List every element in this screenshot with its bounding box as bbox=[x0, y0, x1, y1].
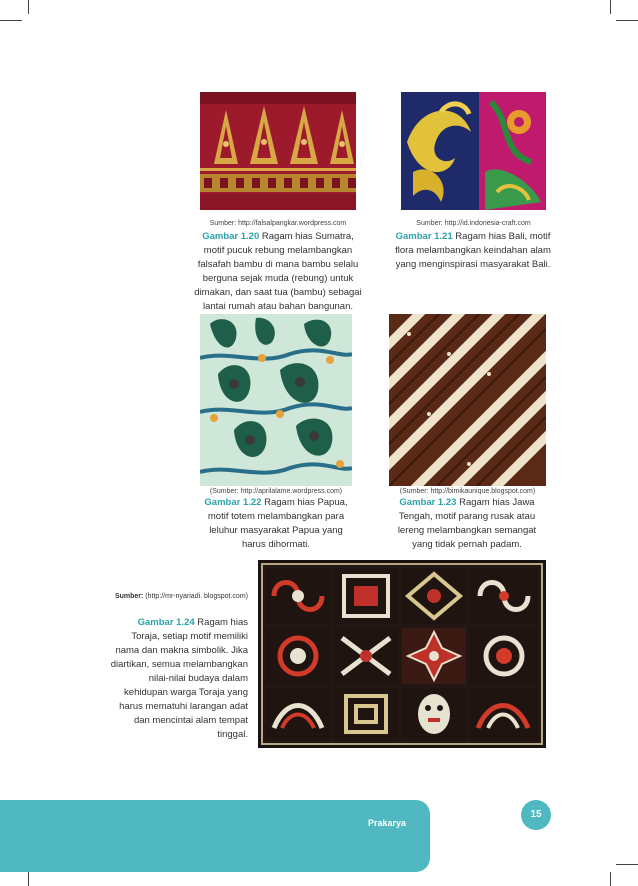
footer-bar bbox=[0, 800, 430, 872]
papua-totem-image bbox=[200, 314, 352, 486]
figure-20-source: Sumber: http://falsalpangkar.wordpress.com bbox=[209, 220, 347, 227]
parang-batik-pattern bbox=[389, 314, 546, 486]
figure-24-source-label: Sumber: bbox=[114, 593, 144, 600]
bali-flora-image bbox=[401, 92, 546, 210]
crop-mark-br-h bbox=[616, 864, 638, 865]
figure-22-source: (Sumber: http://aprilalame.wordpress.com) bbox=[209, 488, 343, 495]
toraja-carving-image bbox=[258, 560, 546, 748]
crop-mark-bl-v bbox=[28, 872, 29, 886]
figure-24-source bbox=[110, 590, 248, 604]
figure-23-source: (Sumber: http://bimikaunique.blogspot.com) bbox=[399, 488, 536, 495]
figure-22-label: Gambar 1.22 bbox=[204, 497, 262, 508]
crop-mark-tr-v bbox=[610, 0, 611, 14]
papua-totem-pattern bbox=[200, 314, 352, 486]
crop-mark-tl-v bbox=[28, 0, 29, 14]
figure-20-label: Gambar 1.20 bbox=[202, 231, 260, 242]
figure-21-text: Ragam hias Bali, motif flora melambangkan keindahan alam yang menginspirasi masyarakat Bali. bbox=[395, 231, 551, 270]
crop-mark-tr-h bbox=[616, 20, 638, 21]
toraja-carving-pattern bbox=[258, 560, 546, 748]
figure-20-text: Ragam hias Sumatra, motif pucuk rebung melambangkan falsafah bambu di mana bambu selalu berguna sejak muda (rebung) untuk dimakan, dan saat tua (bambu) sebagai lantai rumah atau bahan bangunan. bbox=[194, 231, 362, 312]
page-number-badge: 15 bbox=[521, 800, 551, 830]
figure-24-source-url: (http://mr-nyariadi. blogspot.com) bbox=[143, 593, 248, 600]
figure-23-text: Ragam hias Jawa Tengah, motif parang rusak atau lereng melambangkan semangat yang tidak pernah padam. bbox=[397, 497, 537, 550]
figure-20-caption bbox=[192, 230, 364, 314]
figure-21-caption bbox=[388, 230, 558, 272]
sumatra-songket-image bbox=[200, 92, 356, 210]
figure-21-source: Sumber: http://id.indonesia-craft.com bbox=[416, 220, 531, 227]
footer-subject: Prakarya bbox=[368, 818, 407, 828]
jawa-parang-batik-image bbox=[389, 314, 546, 486]
figure-24-label: Gambar 1.24 bbox=[137, 617, 195, 628]
figure-22-caption bbox=[200, 496, 352, 552]
sumatra-songket-pattern bbox=[200, 92, 356, 210]
figure-24-text: Ragam hias Toraja, setiap motif memiliki nama dan makna simbolik. Jika diartikan, semua melambangkan nilai-nilai budaya dalam kehidupan warga Toraja yang harus mematuhi larangan adat dan mencintai alam tempat tinggal. bbox=[110, 617, 248, 740]
figure-22-text: Ragam hias Papua, motif totem melambangkan para leluhur masyarakat Papua yang harus dihormati. bbox=[207, 497, 348, 550]
crop-mark-br-v bbox=[610, 872, 611, 886]
figure-23-label: Gambar 1.23 bbox=[399, 497, 457, 508]
crop-mark-tl-h bbox=[0, 20, 22, 21]
figure-23-caption bbox=[392, 496, 542, 552]
bali-flora-pattern bbox=[401, 92, 546, 210]
figure-21-label: Gambar 1.21 bbox=[395, 231, 453, 242]
figure-24-caption bbox=[110, 616, 248, 742]
